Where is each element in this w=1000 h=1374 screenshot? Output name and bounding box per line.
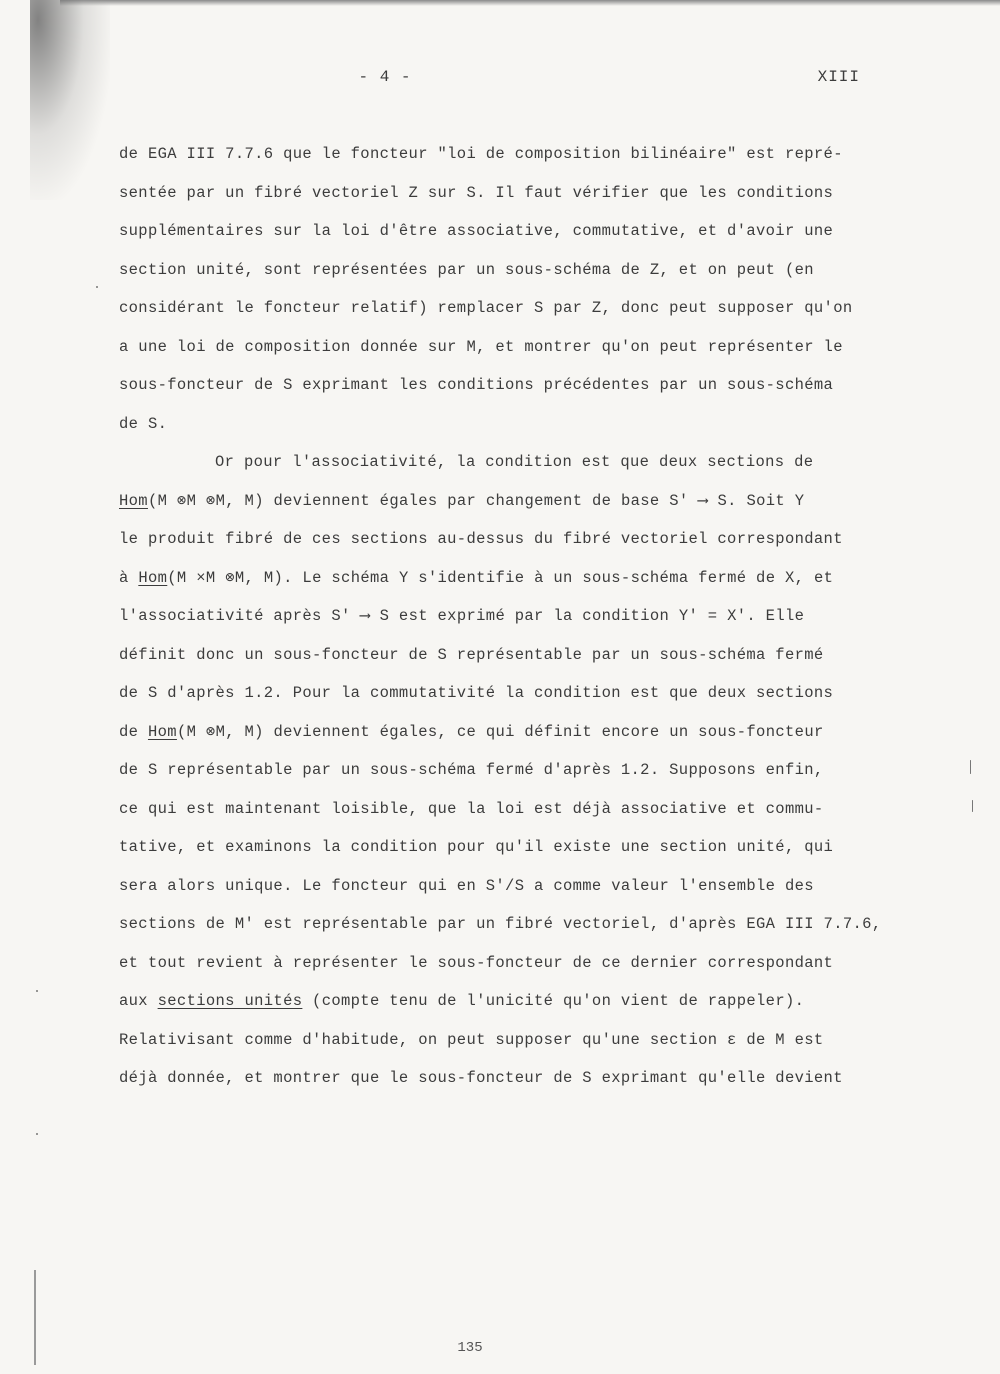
line-prefix: de [119, 722, 148, 741]
text-line [119, 679, 889, 718]
text-line-indented [119, 448, 889, 487]
line-text: a une loi de composition donnée sur M, et montrer qu'on peut représenter le [119, 337, 843, 356]
line-text: supplémentaires sur la loi d'être associative, commutative, et d'avoir une [119, 222, 834, 240]
text-line [119, 872, 889, 911]
text-line [119, 1026, 889, 1065]
line-text: déjà donnée, et montrer que le sous-foncteur de S exprimant qu'elle devient [119, 1069, 843, 1087]
text-line [119, 217, 889, 256]
scan-speck [36, 990, 38, 992]
text-line [119, 371, 889, 410]
line-text: section unité, sont représentées par un sous-schéma de Z, et on peut (en [119, 260, 814, 279]
line-text: de S d'après 1.2. Pour la commutativité la condition est que deux sections [119, 684, 834, 702]
scan-speck [972, 800, 973, 812]
text-line [119, 294, 889, 333]
line-text: de S représentable par un sous-schéma fermé d'après 1.2. Supposons enfin, [119, 761, 824, 779]
scan-speck [36, 1133, 38, 1135]
line-text: Relativisant comme d'habitude, on peut supposer qu'une section ε de M est [119, 1030, 824, 1049]
line-prefix: aux [119, 992, 158, 1010]
text-line [119, 564, 889, 603]
text-line [119, 833, 889, 872]
page-number: - 4 - [358, 68, 412, 86]
line-text: ce qui est maintenant loisible, que la loi est déjà associative et commu- [119, 799, 824, 818]
text-line [119, 602, 889, 641]
line-text: considérant le foncteur relatif) remplacer S par Z, donc peut supposer qu'on [119, 299, 853, 317]
chapter-label: XIII [817, 68, 860, 86]
underlined-term: Hom [138, 568, 168, 587]
text-line [119, 333, 889, 372]
line-text: de S. [119, 414, 168, 433]
text-line [119, 179, 889, 218]
text-line [119, 140, 889, 179]
underlined-term: sections unités [157, 992, 303, 1010]
text-line [119, 256, 889, 295]
scan-binding-mark [34, 1270, 36, 1365]
line-text: sections de M' est représentable par un fibré vectoriel, d'après EGA III 7.7.6, [119, 915, 882, 933]
line-prefix: à [119, 568, 139, 587]
text-line [119, 987, 889, 1026]
text-line [119, 910, 889, 949]
body-text [119, 140, 889, 1103]
text-line [119, 795, 889, 834]
line-text: sous-foncteur de S exprimant les conditions précédentes par un sous-schéma [119, 376, 834, 394]
scan-top-edge [60, 0, 1000, 6]
line-text: le produit fibré de ces sections au-dessus du fibré vectoriel correspondant [119, 530, 843, 548]
text-line [119, 641, 889, 680]
line-text: (M ⊗M ⊗M, M) deviennent égales par changement de base S' ⟶ S. Soit Y [147, 491, 805, 510]
scan-corner-shadow [30, 0, 110, 200]
line-text: Or pour l'associativité, la condition est que deux sections de [215, 453, 814, 471]
line-text: de EGA III 7.7.6 que le foncteur "loi de composition bilinéaire" est repré- [119, 145, 843, 163]
line-text: sentée par un fibré vectoriel Z sur S. Il faut vérifier que les conditions [119, 183, 834, 202]
line-text: sera alors unique. Le foncteur qui en S'/S a comme valeur l'ensemble des [119, 876, 814, 895]
text-line [119, 718, 889, 757]
text-line [119, 525, 889, 564]
underlined-term: Hom [147, 722, 177, 741]
text-line [119, 1064, 889, 1103]
line-text: définit donc un sous-foncteur de S représentable par un sous-schéma fermé [119, 645, 824, 664]
text-line [119, 756, 889, 795]
scan-speck [96, 286, 98, 288]
text-line [119, 949, 889, 988]
text-line [119, 410, 889, 449]
line-text: (M ⊗M, M) deviennent égales, ce qui définit encore un sous-foncteur [176, 722, 824, 741]
folio-number: 135 [457, 1340, 483, 1356]
scan-speck [970, 760, 971, 774]
line-text: (M ×M ⊗M, M). Le schéma Y s'identifie à un sous-schéma fermé de X, et [167, 568, 834, 587]
line-text: tative, et examinons la condition pour qu'il existe une section unité, qui [119, 838, 834, 856]
text-line [119, 487, 889, 526]
line-text: (compte tenu de l'unicité qu'on vient de rappeler). [302, 992, 805, 1010]
underlined-term: Hom [119, 491, 148, 510]
line-text: l'associativité après S' ⟶ S est exprimé par la condition Y' = X'. Elle [119, 607, 805, 625]
line-text: et tout revient à représenter le sous-foncteur de ce dernier correspondant [119, 953, 834, 972]
